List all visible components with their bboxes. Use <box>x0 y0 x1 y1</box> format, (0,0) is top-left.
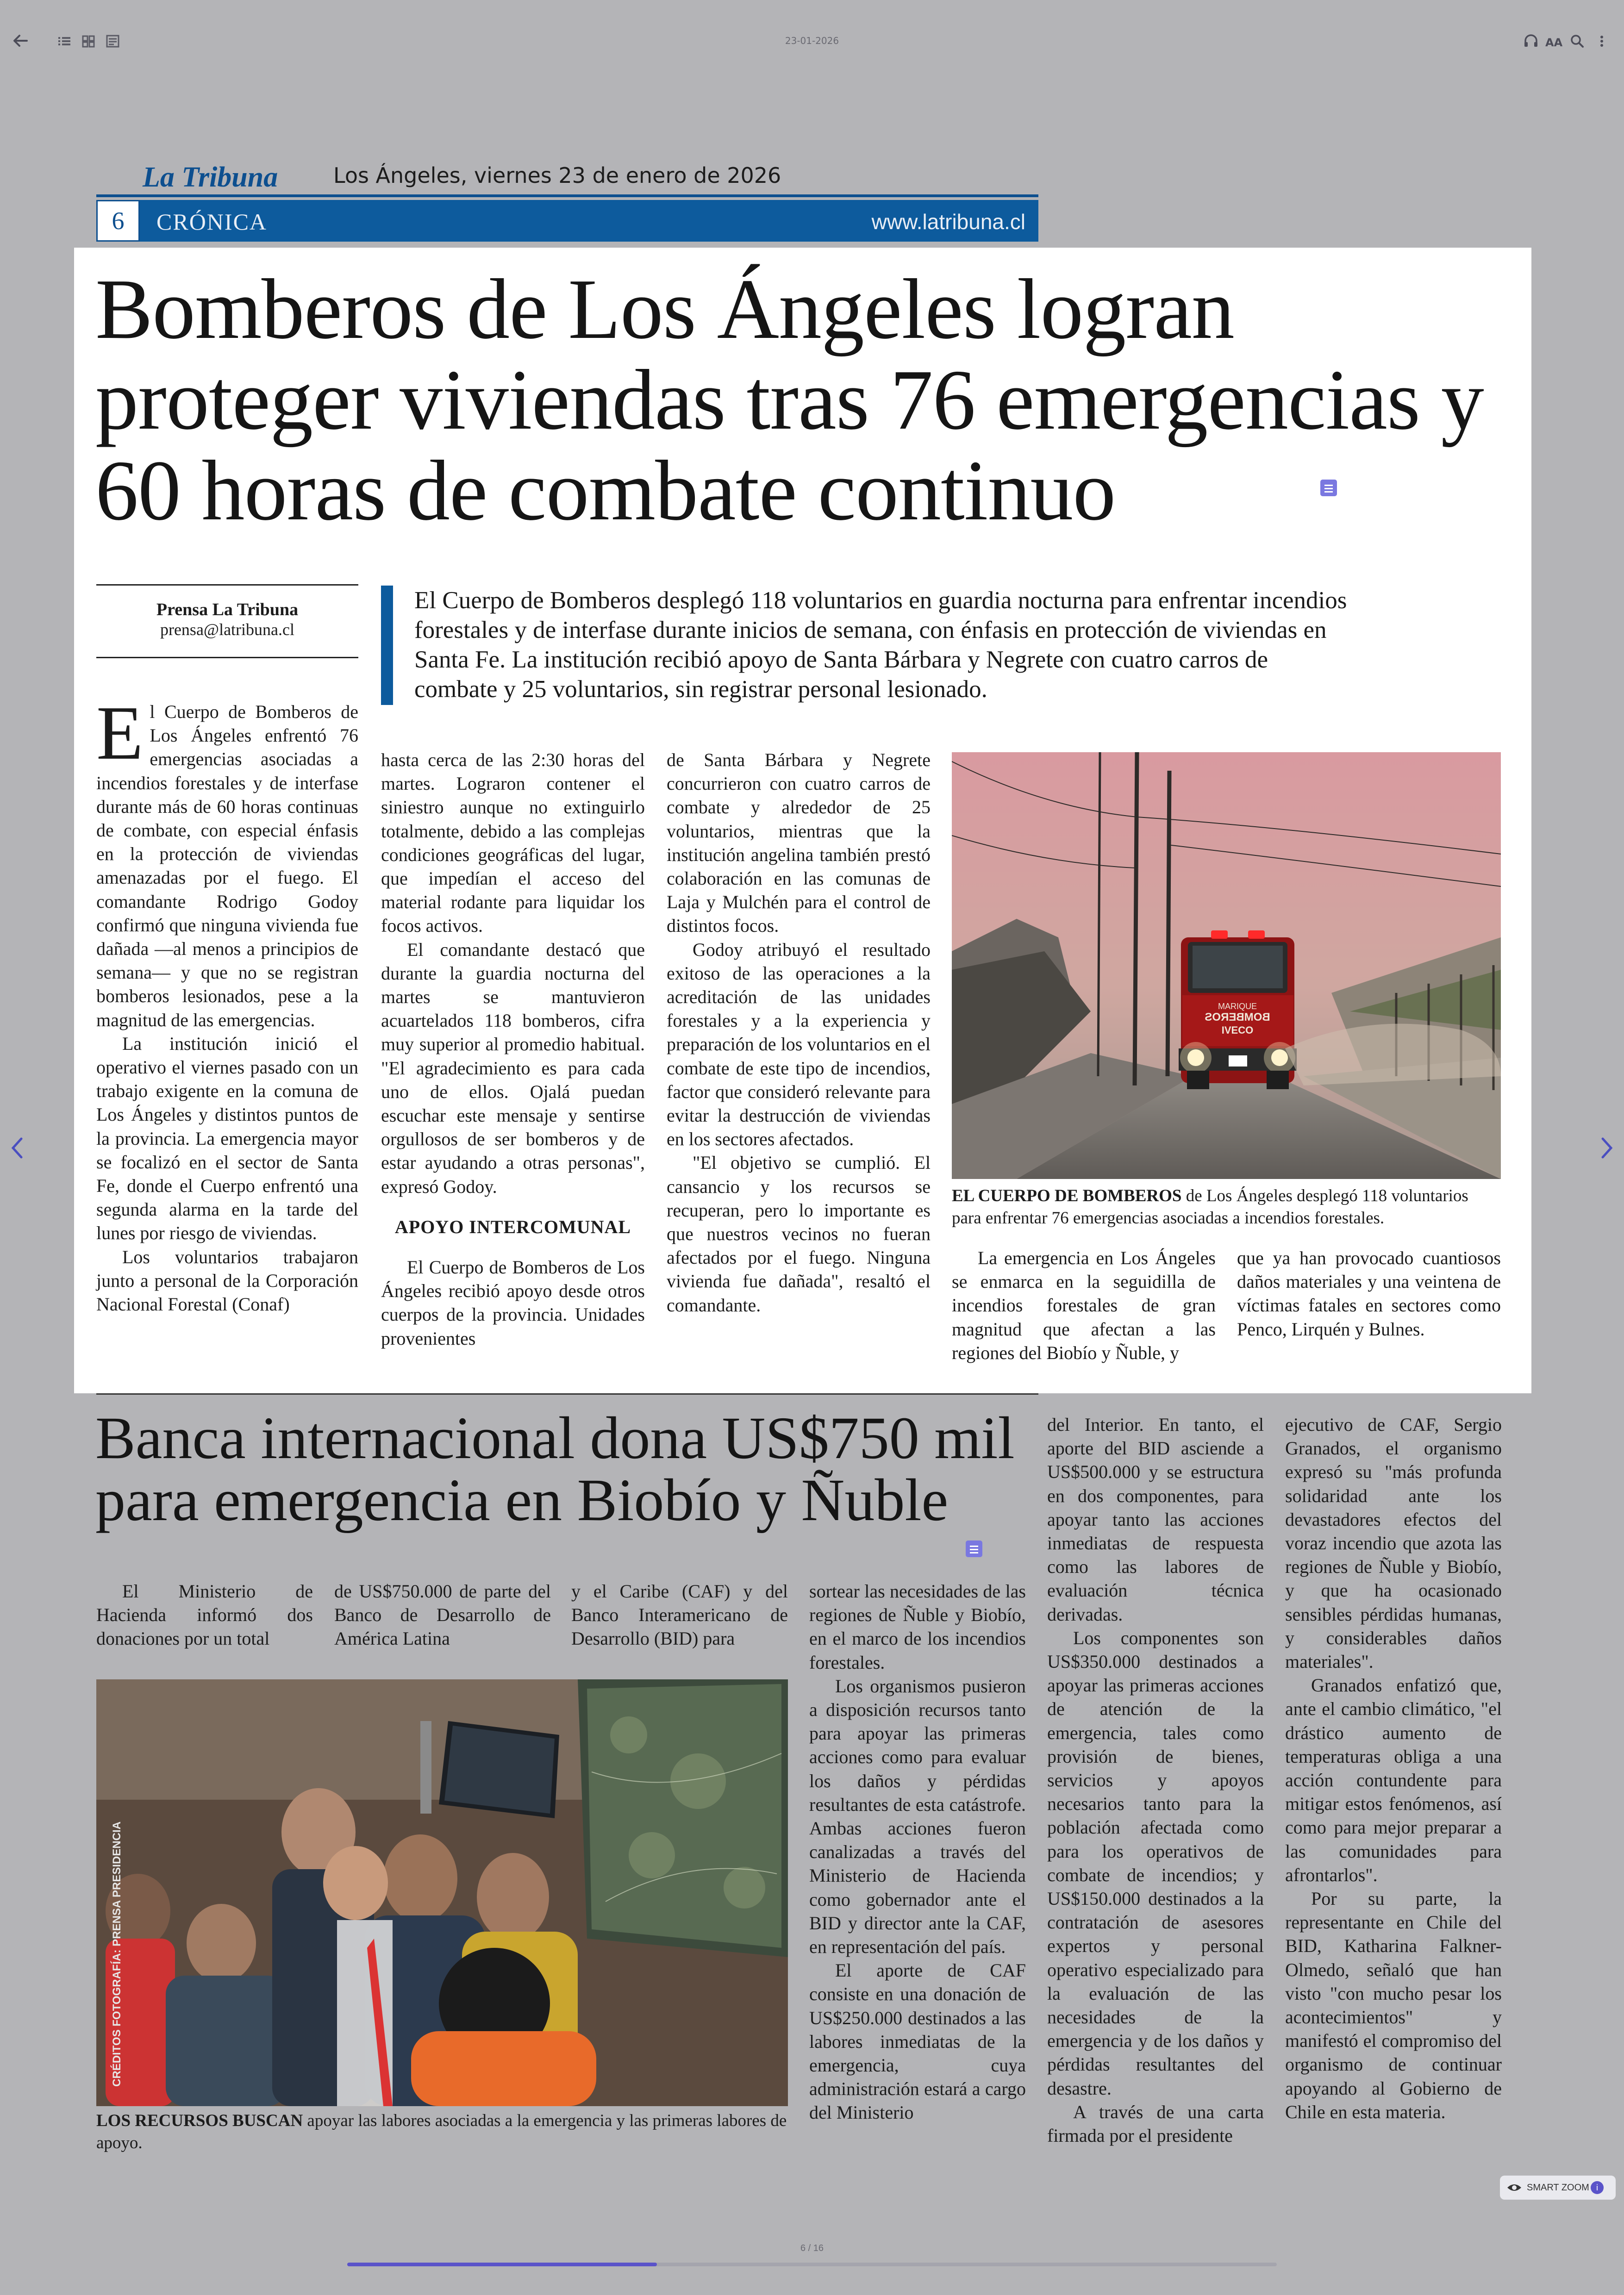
note-icon[interactable] <box>966 1540 982 1557</box>
smart-zoom-label: SMART ZOOM <box>1527 2183 1589 2193</box>
article2-column-5: del Interior. En tanto, el aporte del BID asciende a US$500.000 y se estructura en dos componentes, para apoyar tanto las acciones inmediatas de respuesta como las labores de evaluación técnica derivadas. Los componentes son US$350.000 destinados a apoyar las primeras acciones de atención de la emergencia, tales como provisión de bienes, servicios y apoyos necesarios tanto para la población afectada como para los operativos de combate de incendios; y US$150.000 destinados a la contratación de asesores expertos y personal operativo especializado para la evaluación de las necesidades de la emergencia y de los daños y pérdidas resultantes del desastre. A través de una carta firmada por el presidente <box>1047 1414 1264 2146</box>
newspaper-logo: La Tribuna <box>143 162 278 193</box>
byline-name: Prensa La Tribuna <box>156 600 299 619</box>
article2-column-1: El Ministerio de Hacienda informó dos donaciones por un total <box>96 1581 313 1649</box>
fire-truck-photo <box>952 752 1501 1179</box>
note-icon[interactable] <box>1320 480 1337 496</box>
truck-marking: IVECO <box>1221 1024 1254 1036</box>
headphones-icon[interactable] <box>1523 31 1539 54</box>
smart-zoom-button[interactable] <box>1500 2176 1616 2200</box>
byline <box>96 584 358 658</box>
search-icon[interactable] <box>1569 31 1585 54</box>
drop-cap: E <box>96 690 144 775</box>
article2-column-6: ejecutivo de CAF, Sergio Granados, el organismo expresó su "más profunda solidaridad ante los devastadores efectos del voraz incendio que azota las regiones de Ñuble y Biobío, y que ha ocasionado sensibles pérdidas humanas, y considerables daños materiales". Granados enfatizó que, ante el cambio climático, "el drástico aumento de temperaturas obliga a una acción contundente para mitigar estos fenómenos, así como para mejor preparar a las comunidades para afrontarlos". Por su parte, la representante en Chile del BID, Katharina Falkner-Olmedo, señaló que han visto "con mucho pesar los acontecimientos" y manifestó el compromiso del organismo de continuar apoyando al Gobierno de Chile en esta materia. <box>1285 1414 1502 2122</box>
page-indicator: 6 / 16 <box>800 2243 824 2253</box>
page-progress-bar[interactable] <box>347 2263 1277 2266</box>
article1-column-5: que ya han provocado cuantiosos daños materiales y una veintena de víctimas fatales en sectores como Penco, Lirquén y Bulnes. <box>1237 1247 1501 1340</box>
website-link: www.latribuna.cl <box>871 210 1025 234</box>
article2-column-3: y el Caribe (CAF) y del Banco Interamericano de Desarrollo (BID) para <box>571 1581 788 1649</box>
issue-date: 23-01-2026 <box>785 35 839 46</box>
truck-marking: MARIQUE <box>1218 1002 1257 1011</box>
article2-column-4: sortear las necesidades de las regiones de Ñuble y Biobío, en el marco de los incendios forestales. Los organismos pusieron a disposición recursos tanto para apoyar las primeras acciones como para evaluar los daños y pérdidas resultantes de esta catástrofe. Ambas acciones fueron canalizadas a través del Ministerio de Hacienda como gobernador ante el BID y director ante la CAF, en representación del país. El aporte de CAF consiste en una donación de US$250.000 destinados a las labores inmediatas de la emergencia, cuya administración estará a cargo del Ministerio <box>809 1581 1026 2123</box>
subheading: APOYO INTERCOMUNAL <box>394 1216 631 1237</box>
article1-headline: Bomberos de Los Ángeles logran proteger viviendas tras 76 emergencias y 60 horas de combate continuo <box>95 262 1484 538</box>
more-menu-icon[interactable] <box>1598 31 1605 54</box>
truck-marking: BOMBEROS <box>1205 1011 1270 1023</box>
font-size-button[interactable]: AA <box>1545 36 1563 49</box>
photo-credit: CRÉDITOS FOTOGRAFÍA: PRENSA PRESIDENCIA <box>111 1821 123 2087</box>
article1-column-4: La emergencia en Los Ángeles se enmarca en la seguidilla de incendios forestales de gran magnitud que afectan a las regiones del Biobío y Ñuble, y <box>952 1247 1216 1363</box>
masthead-rule <box>96 194 1038 197</box>
page-progress-fill <box>347 2263 657 2266</box>
government-meeting-photo <box>96 1679 788 2106</box>
article1-column-2: hasta cerca de las 2:30 horas del martes. Lograron contener el siniestro aunque no extinguirlo totalmente, debido a las complejas condiciones geográficas del lugar, que impedían el acceso del material rodante para liquidar los focos activos. El comandante destacó que durante la guardia nocturna del martes se mantuvieron acuartelados 118 bomberos, cifra muy superior al promedio habitual. "El agradecimiento es para cada uno de ellos. Ojalá puedan escuchar este mensaje y sentirse orgullosos de ser bomberos y de estar ayudando a otras personas", expresó Godoy. APOYO INTERCOMUNAL El Cuerpo de Bomberos de Los Ángeles recibió apoyo desde otros cuerpos de la provincia. Unidades provenientes <box>381 749 645 1349</box>
viewer-toolbar <box>0 0 1624 81</box>
article1-column-3: de Santa Bárbara y Negrete concurrieron con cuatro carros de combate y alrededor de 25 voluntarios, mientras que la institución angelina también prestó colaboración en las comunas de Laja y Mulchén para el control de distintos focos. Godoy atribuyó el resultado exitoso de las operaciones a la acreditación de las unidades forestales y a la experiencia y preparación de los voluntarios en el combate de este tipo de incendios, factor que consideró relevante para evitar la destrucción de viviendas en los sectores afectados. "El objetivo se cumplió. El cansancio y los recursos se recuperan, pero lo importante es que nuestros vecinos no fueran afectados por el fuego. Ninguna vivienda fue dañada", resaltó el comandante. <box>667 749 931 1316</box>
eye-icon <box>1506 2180 1522 2197</box>
fire-truck-caption: EL CUERPO DE BOMBEROS de Los Ángeles desplegó 118 voluntarios para enfrentar 76 emergencias asociadas a incendios forestales. <box>952 1186 1468 1228</box>
article1-column-1: El Cuerpo de Bomberos de Los Ángeles enfrentó 76 emergencias asociadas a incendios forestales y de interfase durante más de 60 horas continuas de combate, con especial énfasis en la protección de viviendas amenazadas por el fuego. El comandante Rodrigo Godoy confirmó que ninguna vivienda fue dañada —al menos a principios de semana— y que no se registran bomberos lesionados, pese a la magnitud de las emergencias. La institución inició el operativo el viernes pasado con un trabajo exigente en la comuna de Los Ángeles y distintos puntos de la provincia. La emergencia mayor se focalizó en el sector de Santa Fe, donde el Cuerpo enfrentó una segunda alarma en la tarde del lunes por riesgo de viviendas. Los voluntarios trabajaron junto a personal de la Corporación Nacional Forestal (Conaf) <box>96 690 358 1315</box>
meeting-caption: LOS RECURSOS BUSCAN apoyar las labores asociadas a la emergencia y las primeras labores de apoyo. <box>96 2111 787 2152</box>
page-number: 6 <box>96 200 140 242</box>
previous-page-arrow-icon[interactable] <box>8 1135 27 1163</box>
section-bar <box>96 200 1038 242</box>
next-page-arrow-icon[interactable] <box>1597 1135 1616 1163</box>
dateline: Los Ángeles, viernes 23 de enero de 2026 <box>333 163 781 188</box>
article2-column-2: de US$750.000 de parte del Banco de Desarrollo de América Latina <box>334 1581 551 1649</box>
article2-headline: Banca internacional dona US$750 mil para emergencia en Biobío y Ñuble <box>95 1405 1015 1534</box>
article-divider <box>96 1393 1038 1395</box>
section-name: CRÓNICA <box>156 209 268 235</box>
article1-lead: El Cuerpo de Bomberos desplegó 118 voluntarios en guardia nocturna para enfrentar incendios forestales y de interfase durante inicios de semana, con énfasis en protección de viviendas en Santa Fe. La institución recibió apoyo de Santa Bárbara y Negrete con cuatro carros de combate y 25 voluntarios, sin registrar personal lesionado. <box>381 586 1349 705</box>
info-badge[interactable]: i <box>1591 2181 1604 2194</box>
byline-email: prensa@latribuna.cl <box>160 620 295 639</box>
